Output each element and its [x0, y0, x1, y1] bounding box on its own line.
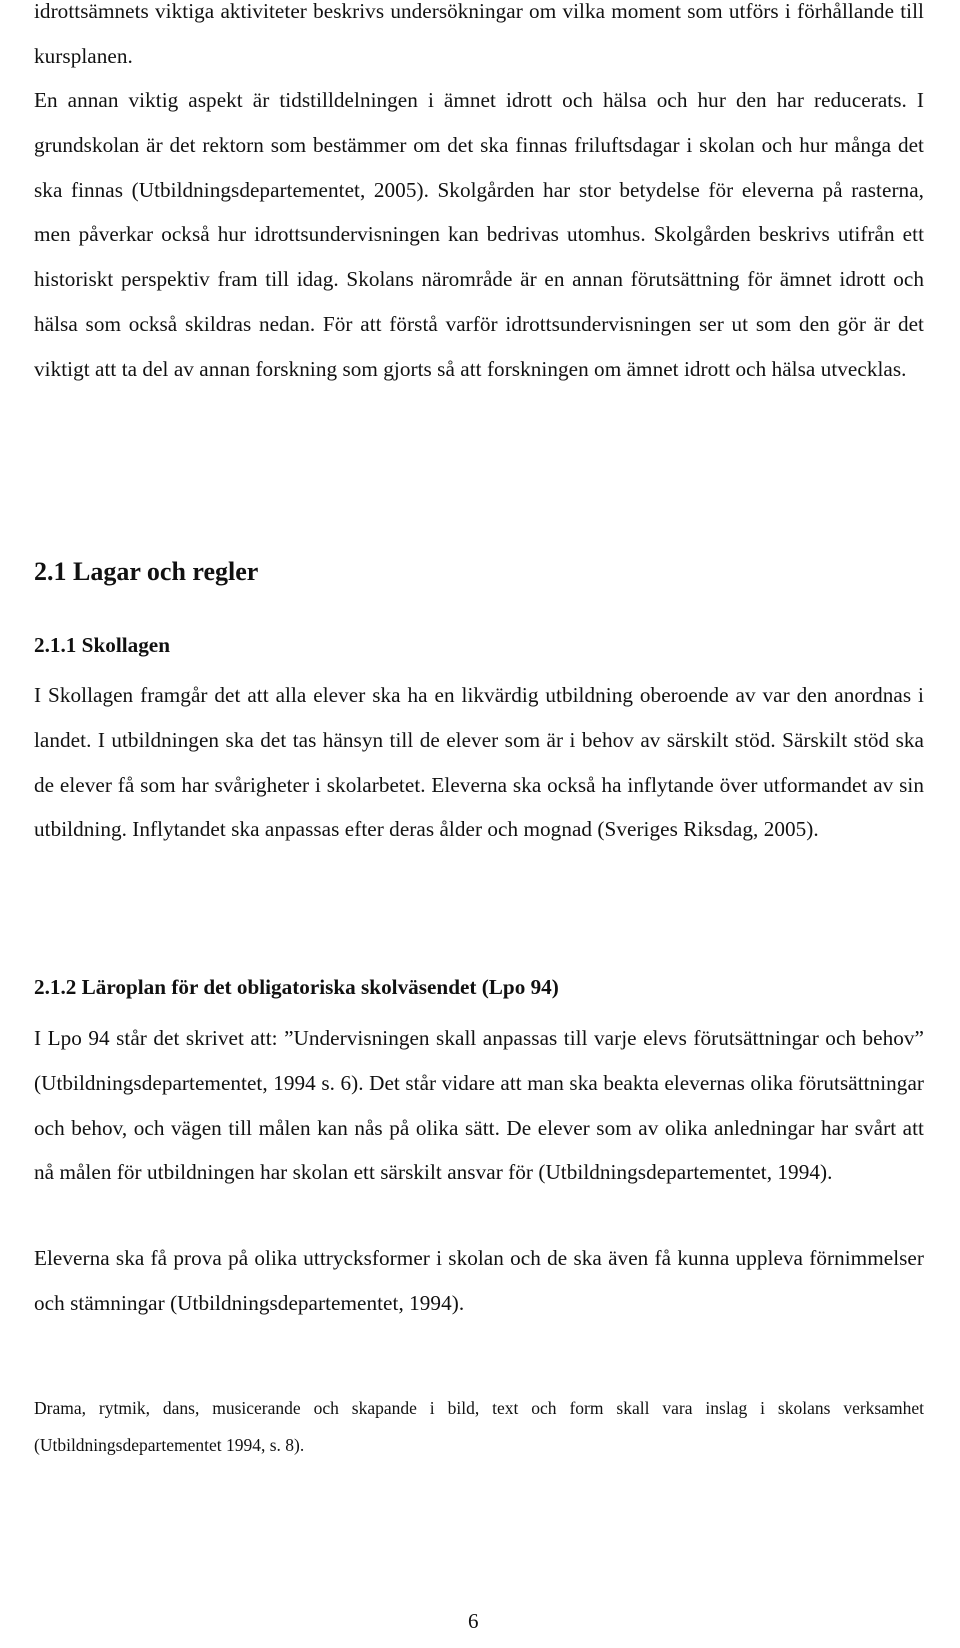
subsection-heading-skollagen: 2.1.1 Skollagen: [34, 633, 170, 657]
block-quote: Drama, rytmik, dans, musicerande och skapande i bild, text och form skall vara inslag i skolans verksamhet (Utbildningsdepartementet 1994, s. 8).: [34, 1398, 924, 1455]
intro-continuation-paragraph: idrottsämnets viktiga aktiviteter beskrivs undersökningar om vilka moment som utförs i förhållande till kursplanen.: [34, 0, 924, 68]
subsection-heading-lpo94: 2.1.2 Läroplan för det obligatoriska skolväsendet (Lpo 94): [34, 975, 559, 999]
intro-second-paragraph: [34, 78, 924, 392]
lpo94-paragraph: I Lpo 94 står det skrivet att: ”Undervisningen skall anpassas till varje elevs förutsättningar och behov” (Utbildningsdepartementet, 1994 s. 6). Det står vidare att man ska beakta elevernas olika förutsättningar och behov, och vägen till målen kan nås på olika sätt. De elever som av olika anledningar har svårt att nå målen för utbildningen har skolan ett särskilt ansvar för (Utbildningsdepartementet, 1994).: [34, 1026, 924, 1185]
skollagen-paragraph: I Skollagen framgår det att alla elever ska ha en likvärdig utbildning oberoende av var den anordnas i landet. I utbildningen ska det tas hänsyn till de elever som är i behov av särskilt stöd. Särskilt stöd ska de elever få som har svårigheter i skolarbetet. Eleverna ska också ha inflytande över utformandet av sin utbildning. Inflytandet ska anpassas efter deras ålder och mognad (Sveriges Riksdag, 2005).: [34, 683, 924, 842]
intro-second-text: En annan viktig aspekt är tidstilldelningen i ämnet idrott och hälsa och hur den har reducerats. I grundskolan är det rektorn som bestämmer om det ska finnas friluftsdagar i skolan och hur många det ska finnas (Utbildningsdepartementet, 2005). Skolgården har stor betydelse för eleverna på rasterna, men påverkar också hur idrottsundervisningen kan bedrivas utomhus. Skolgården beskrivs utifrån ett historiskt perspektiv fram till idag. Skolans närområde är en annan förutsättning för ämnet idrott och hälsa som också skildras nedan. För att förstå varför idrottsundervisningen ser ut som den gör är det viktigt att ta del av annan forskning som gjorts så att forskningen om ämnet idrott och hälsa utvecklas.: [34, 88, 924, 381]
page-number: 6: [468, 1609, 479, 1633]
section-heading-lagar-och-regler: 2.1 Lagar och regler: [34, 557, 259, 586]
uttrycksformer-paragraph: Eleverna ska få prova på olika uttrycksformer i skolan och de ska även få kunna uppleva förnimmelser och stämningar (Utbildningsdepartementet, 1994).: [34, 1246, 924, 1315]
